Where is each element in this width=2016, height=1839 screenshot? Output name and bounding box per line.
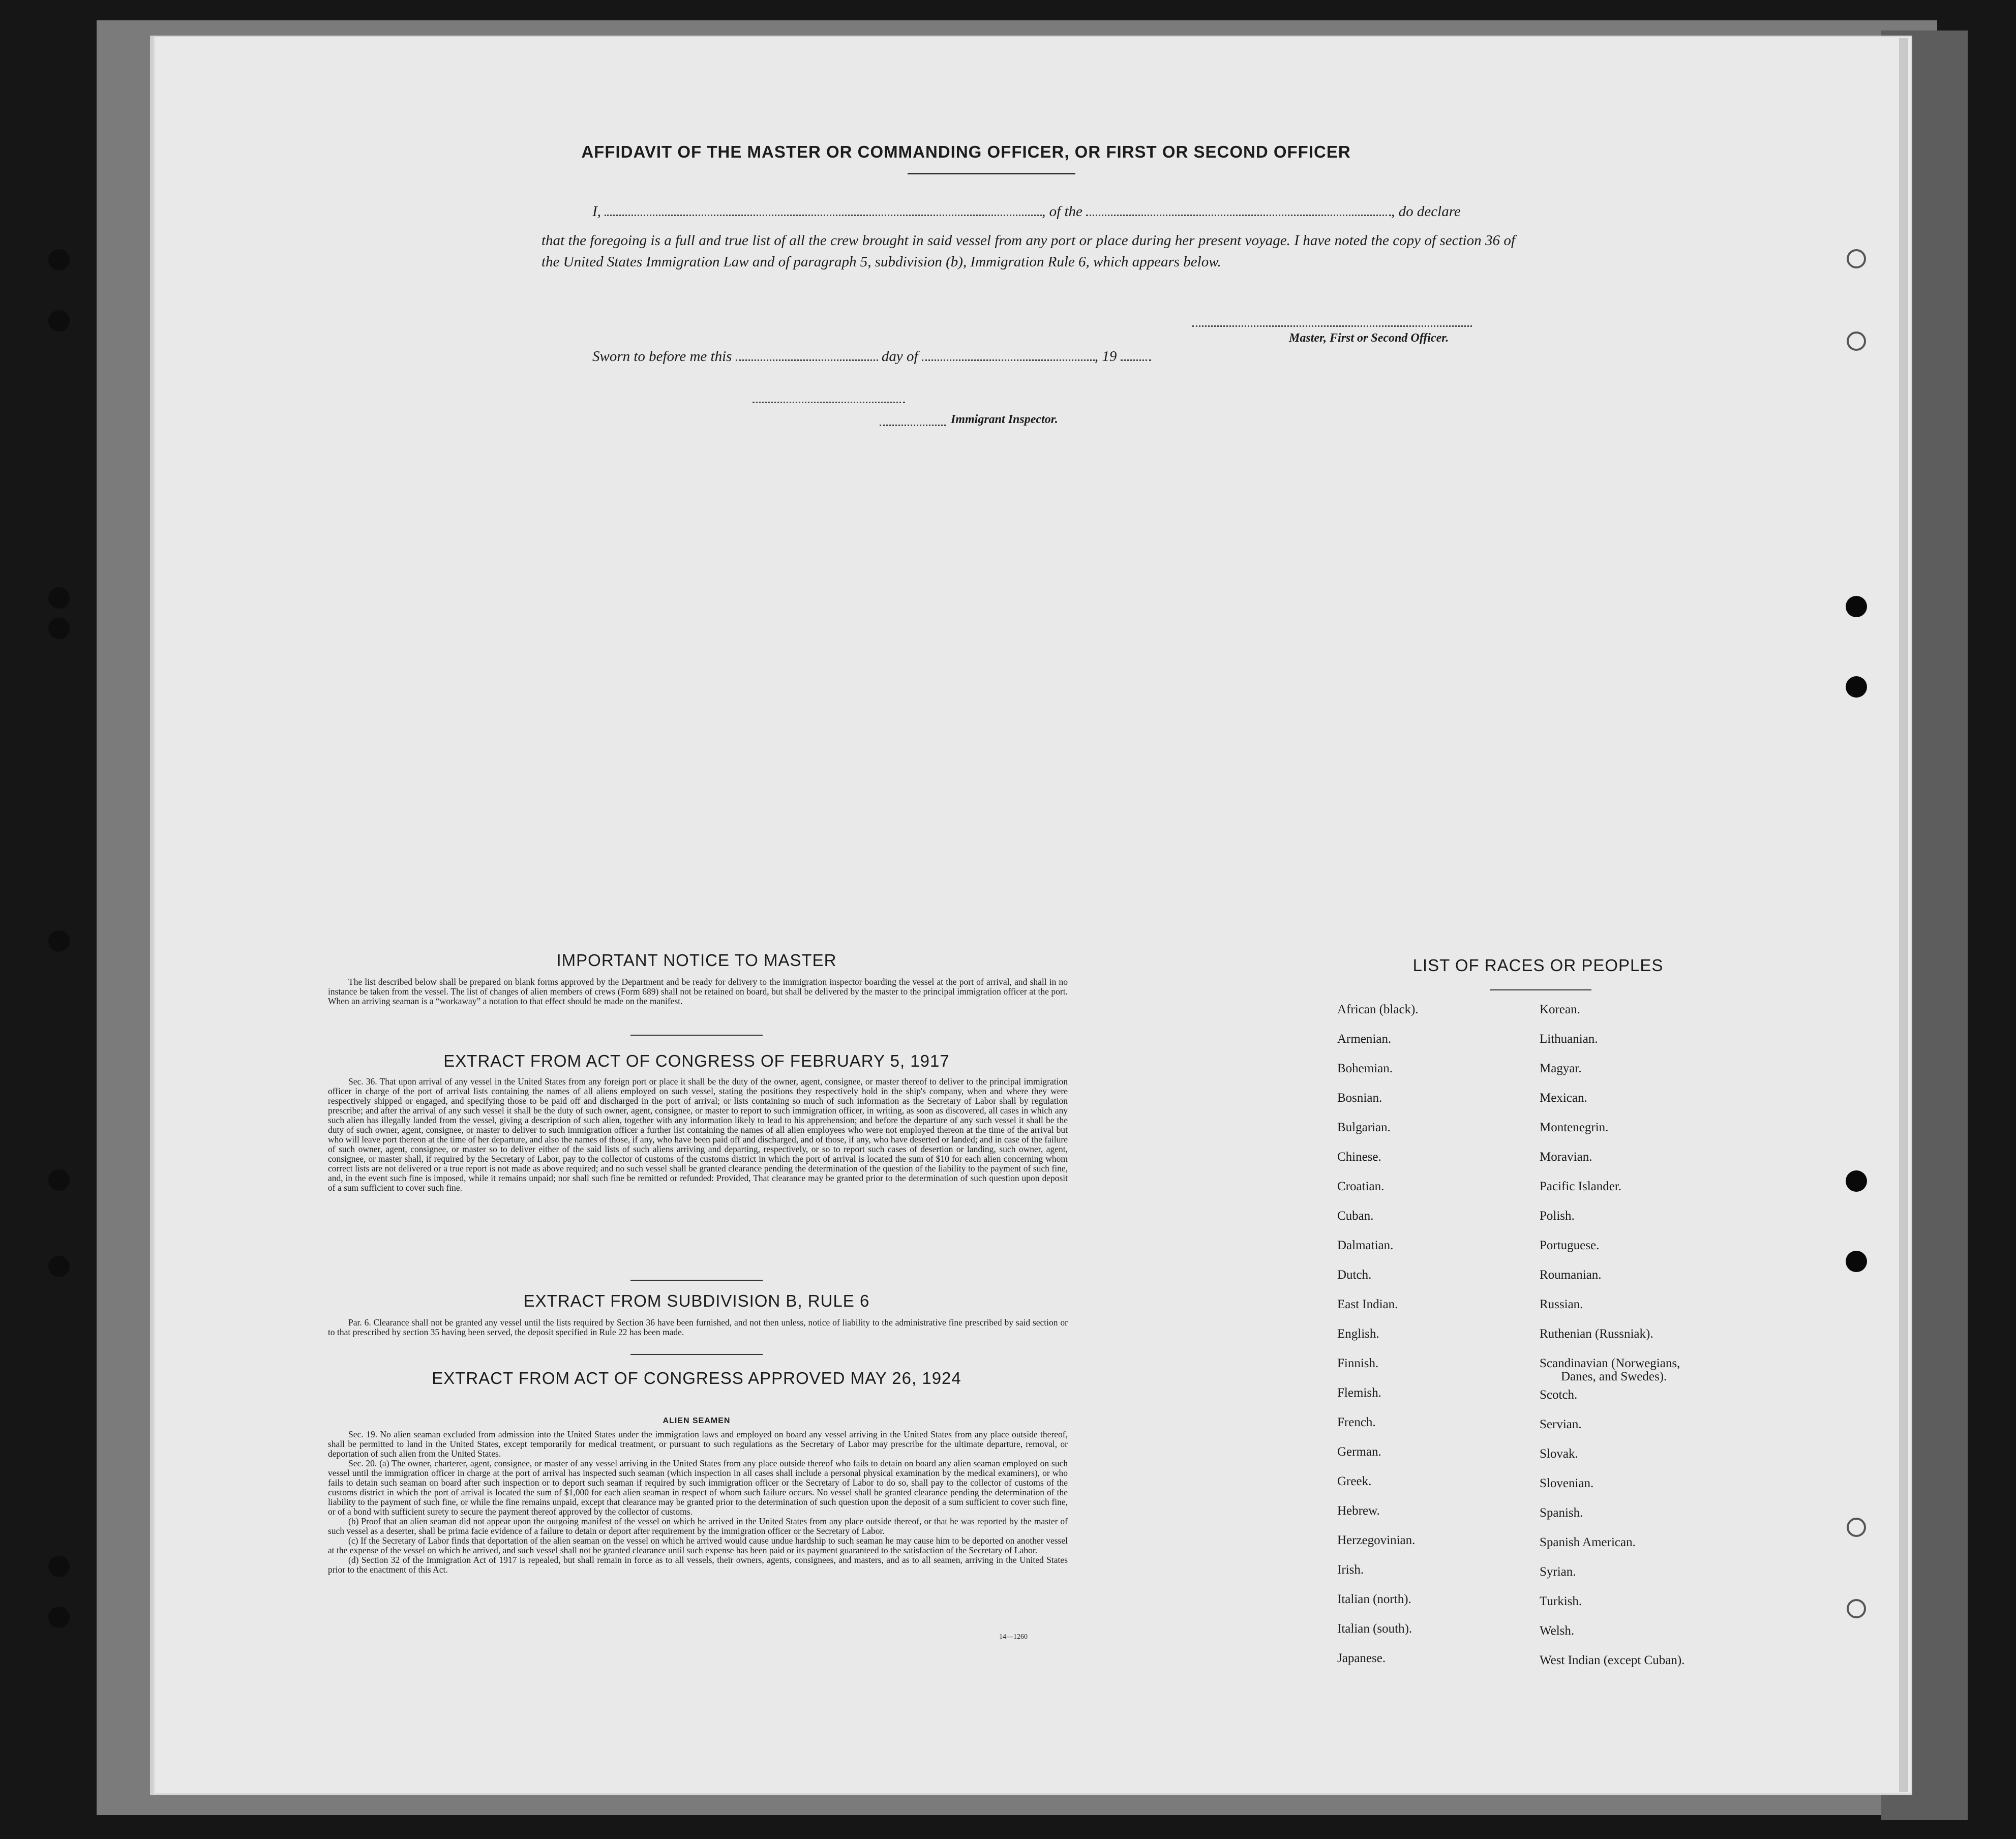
inspector-label: Immigrant Inspector. <box>951 413 1058 426</box>
race-item: Slovak. <box>1540 1447 1578 1461</box>
inspector-signature-line-2 <box>880 425 946 426</box>
race-item: Spanish American. <box>1540 1535 1636 1549</box>
race-item: African (black). <box>1337 1003 1419 1016</box>
sworn-line <box>592 348 1151 365</box>
divider <box>1490 989 1591 990</box>
label-i: I, <box>592 203 601 220</box>
race-item: Finnish. <box>1337 1356 1379 1370</box>
sworn-year: , 19 <box>1094 348 1117 365</box>
race-item: Italian (north). <box>1337 1592 1411 1606</box>
race-item: Chinese. <box>1337 1150 1381 1164</box>
race-item: Lithuanian. <box>1540 1032 1598 1046</box>
race-item: Bulgarian. <box>1337 1121 1391 1134</box>
race-item: Dalmatian. <box>1337 1239 1394 1252</box>
inspector-signature-line <box>753 402 905 403</box>
signature-label: Master, First or Second Officer. <box>1289 331 1449 345</box>
year-blank <box>1121 357 1151 361</box>
race-item: Cuban. <box>1337 1209 1374 1223</box>
notice-body: The list described below shall be prepared on blank forms approved by the Department and be ready for delivery to the immigration inspector boarding the vessel at the port of arrival, and shall in no instance be taken from the vessel. The list of changes of alien members of crews (Form 689) shall not be retained on board, but shall be delivered by the master to the principal immigration officer at the port. When an arriving seaman is a “workaway” a notation to that effect should be made on the manifest. <box>328 977 1068 1006</box>
label-of-the: , of the <box>1042 203 1082 220</box>
sec-20d: (d) Section 32 of the Immigration Act of 1917 is repealed, but shall remain in force as to all vessels, their owners, agents, consignees, and masters, and as to all seamen, arriving in the United States prior to the enactment of this Act. <box>328 1555 1068 1575</box>
label-do-declare: , do declare <box>1391 203 1461 220</box>
extract-rule6-title: EXTRACT FROM SUBDIVISION B, RULE 6 <box>523 1291 870 1310</box>
page-edge <box>1899 38 1908 1792</box>
binder-hole-ring <box>1847 249 1866 268</box>
extract-1924-title: EXTRACT FROM ACT OF CONGRESS APPROVED MAY 26, 1924 <box>432 1369 961 1388</box>
binder-hole-ring <box>1847 331 1866 351</box>
race-item: Polish. <box>1540 1209 1575 1223</box>
extract-1917-body: Sec. 36. That upon arrival of any vessel in the United States from any foreign port or place it shall be the duty of the owner, agent, consignee, or master thereof to deliver to the principal immigration officer in charge of the port of arrival lists containing the names of all aliens employed on such vessel, stating the positions they respectively hold in the ship's company, when and where they were respectively shipped or engaged, and specifying those to be paid off and discharged in the port of arrival; or lists containing so much of such information as the Secretary of Labor shall by regulation prescribe; and after the arrival of any such vessel it shall be the duty of such owner, agent, consignee, or master to report to such immigration officer, in writing, as soon as discovered, all cases in which any such alien has illegally landed from the vessel, giving a description of such alien, together with any information likely to lead to his apprehension; and before the departure of any such vessel it shall be the duty of such owner, agent, consignee, or master to deliver to such immigration officer a further list containing the names of all alien employees who were not employed thereon at the time of the arrival but who will leave port thereon at the time of her departure, and also the names of those, if any, who have been paid off and discharged, and of those, if any, who have deserted or landed; and in case of the failure of such owner, agent, consignee, or master so to deliver either of the said lists of such aliens arriving and departing, respectively, or so to report such cases of desertion or landing, such owner, agent, consignee, or master shall, if required by the Secretary of Labor, pay to the collector of customs of the customs district in which the port of arrival is located the sum of $10 for each alien concerning whom correct lists are not delivered or a true report is not made as above required; and no such vessel shall be granted clearance pending the determination of the question of the liability to the payment of such fine, and, in the event such fine is imposed, while it remains unpaid; nor shall such fine be remitted or refunded: Provided, That clearance may be granted prior to the determination of such question upon deposit of a sum sufficient to cover such fine. <box>328 1076 1068 1193</box>
race-item: Mexican. <box>1540 1091 1587 1105</box>
sec-20a: Sec. 20. (a) The owner, charterer, agent, consignee, or master of any vessel arriving in the United States from any place outside thereof who fails to detain on board any alien seaman employed on such vessel until the immigration officer in charge at the port of arrival has inspected such seaman (which inspection in all cases shall include a personal physical examination by the medical examiners), or who fails to detain such seaman on board after such inspection or to deport such seaman if required by such immigration officer or the Secretary of Labor to do so, shall pay to the collector of customs of the customs district in which the port of arrival is located the sum of $1,000 for each alien seaman in respect of whom such failure occurs. No vessel shall be granted clearance pending the determination of the liability to the payment of such fine, or while the fine remains unpaid, except that clearance may be granted prior to the determination of such question upon the deposit of a sum sufficient to cover such fine, or of a bond with sufficient surety to secure the payment thereof approved by the collector of customs. <box>328 1458 1068 1517</box>
race-item: Spanish. <box>1540 1506 1583 1520</box>
race-item: Bohemian. <box>1337 1062 1393 1075</box>
race-item: Portuguese. <box>1540 1239 1600 1252</box>
sworn-prefix: Sworn to before me this <box>592 348 732 365</box>
signature-line <box>1192 325 1472 327</box>
race-item: Bosnian. <box>1337 1091 1382 1105</box>
sec-20b: (b) Proof that an alien seaman did not appear upon the outgoing manifest of the vessel on which he arrived in the United States from any place outside thereof, or that he was reported by the master of such vessel as a deserter, shall be prima facie evidence of a failure to detain or deport after requirement by the immigration officer or the Secretary of Labor. <box>328 1516 1068 1536</box>
race-item: Herzegovinian. <box>1337 1533 1416 1547</box>
race-item: Flemish. <box>1337 1386 1381 1400</box>
race-item: Turkish. <box>1540 1594 1582 1608</box>
race-item: Welsh. <box>1540 1624 1575 1638</box>
race-item: West Indian (except Cuban). <box>1540 1653 1685 1667</box>
binder-hole <box>48 249 70 270</box>
binder-hole <box>48 1607 70 1628</box>
race-item: Russian. <box>1540 1298 1583 1311</box>
binder-hole <box>48 587 70 609</box>
race-item: Italian (south). <box>1337 1622 1412 1636</box>
extract-1917-title: EXTRACT FROM ACT OF CONGRESS OF FEBRUARY 5, 1917 <box>443 1051 950 1070</box>
month-blank <box>922 357 1095 361</box>
binder-hole <box>48 1556 70 1577</box>
binder-hole <box>48 310 70 331</box>
race-item: Slovenian. <box>1540 1476 1594 1490</box>
title-rule <box>908 173 1075 174</box>
sec-19: Sec. 19. No alien seaman excluded from admission into the United States under the immigration laws and employed on board any vessel arriving in the United States from any place outside thereof, shall be permitted to land in the United States, except temporarily for medical treatment, or pursuant to such regulations as the Secretary of Labor may prescribe for the ultimate departure, removal, or deportation of such alien from the United States. <box>328 1429 1068 1459</box>
name-blank <box>605 213 1042 216</box>
race-item: Magyar. <box>1540 1062 1582 1075</box>
alien-seamen-subtitle: ALIEN SEAMEN <box>663 1416 731 1425</box>
race-item: Syrian. <box>1540 1565 1576 1579</box>
divider <box>630 1035 763 1036</box>
race-item: Ruthenian (Russniak). <box>1540 1327 1653 1341</box>
divider <box>630 1280 763 1281</box>
binder-hole <box>48 930 70 952</box>
race-item: Montenegrin. <box>1540 1121 1609 1134</box>
races-title: LIST OF RACES OR PEOPLES <box>1412 956 1664 975</box>
vessel-blank <box>1086 213 1391 216</box>
race-item: Irish. <box>1337 1563 1364 1577</box>
binder-hole <box>48 1256 70 1277</box>
binder-hole-ring <box>1847 1518 1866 1537</box>
sec-20c: (c) If the Secretary of Labor finds that deportation of the alien seaman on the vessel on which he arrived would cause undue hardship to such seaman he may cause him to be deported on another vessel at the expense of the vessel on which he arrived, and such vessel shall not be granted clearance until such expense has been paid or its payment guaranteed to the satisfaction of the Secretary of Labor. <box>328 1535 1068 1555</box>
extract-rule6-body: Par. 6. Clearance shall not be granted any vessel until the lists required by Section 36 have been furnished, and not then unless, notice of liability to the administrative fine prescribed by said section or to that prescribed by section 35 having been served, the deposit specified in Rule 22 has been made. <box>328 1317 1068 1337</box>
binder-hole <box>48 1169 70 1191</box>
race-item: Roumanian. <box>1540 1268 1602 1282</box>
race-item: Armenian. <box>1337 1032 1392 1046</box>
affidavit-declaration-line <box>592 203 1461 220</box>
day-blank <box>736 357 878 361</box>
binder-hole <box>1846 1170 1867 1192</box>
race-item: Japanese. <box>1337 1651 1386 1665</box>
race-item: English. <box>1337 1327 1379 1341</box>
affidavit-title: AFFIDAVIT OF THE MASTER OR COMMANDING OFFICER, OR FIRST OR SECOND OFFICER <box>581 142 1351 161</box>
race-item: Danes, and Swedes). <box>1561 1370 1667 1383</box>
binder-hole <box>48 618 70 639</box>
divider <box>630 1354 763 1355</box>
race-item: Moravian. <box>1540 1150 1592 1164</box>
binder-hole <box>1846 1251 1867 1272</box>
binder-hole <box>1846 676 1867 698</box>
binder-hole <box>1846 596 1867 617</box>
race-item: Dutch. <box>1337 1268 1372 1282</box>
race-item: Korean. <box>1540 1003 1580 1016</box>
form-number: 14—1260 <box>999 1633 1028 1641</box>
race-item: East Indian. <box>1337 1298 1398 1311</box>
affidavit-body: that the foregoing is a full and true list of all the crew brought in said vessel from any port or place during her present voyage. I have noted the copy of section 36 of the United States Immigration Law and of paragraph 5, subdivision (b), Immigration Rule 6, which appears below. <box>541 232 1515 270</box>
race-item: German. <box>1337 1445 1381 1459</box>
binder-hole-ring <box>1847 1599 1866 1618</box>
sworn-day-of: day of <box>881 348 918 365</box>
race-item: Croatian. <box>1337 1180 1385 1193</box>
extract-1924-body <box>328 1430 1068 1575</box>
race-item: Greek. <box>1337 1474 1372 1488</box>
race-item: Servian. <box>1540 1418 1582 1431</box>
race-item: Scandinavian (Norwegians, <box>1540 1356 1680 1370</box>
notice-title: IMPORTANT NOTICE TO MASTER <box>556 951 837 970</box>
race-item: Hebrew. <box>1337 1504 1380 1518</box>
race-item: Scotch. <box>1540 1388 1578 1402</box>
race-item: Pacific Islander. <box>1540 1180 1622 1193</box>
race-item: French. <box>1337 1415 1376 1429</box>
